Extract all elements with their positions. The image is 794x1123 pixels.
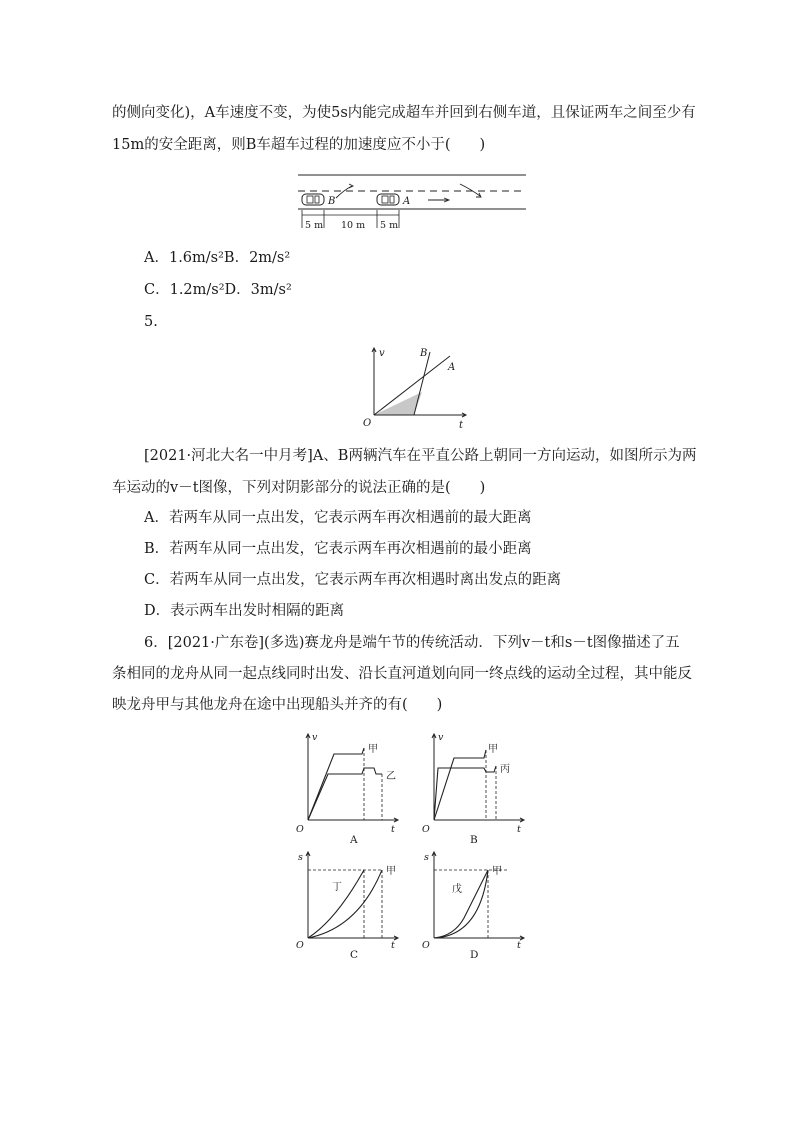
svg-text:甲: 甲 — [492, 866, 502, 877]
svg-text:t: t — [391, 824, 395, 835]
svg-text:丁: 丁 — [332, 882, 342, 893]
q4-options-line-1: A．1.6m/s²B．2m/s² — [144, 250, 291, 266]
origin-label: O — [363, 418, 372, 429]
q5-option-b: B．若两车从同一点出发，它表示两车再次相遇前的最小距离 — [144, 541, 532, 557]
graph-caption: A — [350, 834, 358, 846]
car-a-icon — [377, 194, 399, 205]
distance-label-1: 5 m — [305, 220, 324, 231]
axis-v-label: v — [379, 348, 385, 359]
distance-label-3: 5 m — [380, 220, 399, 231]
svg-text:s: s — [424, 852, 429, 863]
q5-stem-line-2: 车运动的v－t图像，下列对阴影部分的说法正确的是( ) — [112, 480, 486, 496]
q6-stem-line-3: 映龙舟甲与其他龙舟在途中出现船头并齐的有( ) — [112, 697, 443, 713]
svg-text:v: v — [312, 732, 318, 743]
q6-graph-d — [418, 848, 528, 960]
b-return-arrow — [460, 184, 480, 196]
q6-stem-line-1: 6．[2021·广东卷](多选)赛龙舟是端午节的传统活动．下列v－t和s－t图像描述了五 — [144, 635, 680, 651]
q5-graph-svg — [362, 342, 472, 430]
car-a-label: A — [403, 196, 411, 207]
svg-text:丙: 丙 — [500, 764, 510, 775]
boat-yi-line — [308, 768, 382, 820]
graph-caption: B — [470, 834, 478, 846]
graph-caption: D — [470, 949, 479, 961]
q5-option-a: A．若两车从同一点出发，它表示两车再次相遇前的最大距离 — [144, 510, 532, 526]
car-b-icon — [302, 194, 324, 205]
road-overtake-diagram — [292, 168, 532, 236]
svg-text:t: t — [391, 940, 395, 951]
distance-label-2: 10 m — [341, 220, 366, 231]
q5-option-d: D．表示两车出发时相隔的距离 — [144, 603, 345, 619]
svg-text:O: O — [422, 824, 430, 835]
graph-label-a: A — [448, 362, 456, 373]
svg-text:O: O — [296, 824, 304, 835]
svg-text:戊: 戊 — [452, 884, 462, 895]
svg-text:甲: 甲 — [386, 866, 396, 877]
q4-stem-line-1: 的侧向变化)，A车速度不变，为使5s内能完成超车并回到右侧车道，且保证两车之间至少有 — [112, 105, 696, 121]
svg-text:O: O — [296, 940, 304, 951]
boat-bing-line — [434, 766, 496, 820]
q6-stem-line-2: 条相同的龙舟从同一起点线同时出发、沿长直河道划向同一终点线的运动全过程，其中能反 — [112, 666, 692, 682]
q6-graph-c — [292, 848, 402, 960]
boat-jia-curve — [308, 870, 382, 938]
svg-text:t: t — [517, 824, 521, 835]
car-b-label: B — [328, 196, 336, 207]
line-b — [414, 352, 430, 415]
q4-options-line-2: C．1.2m/s²D．3m/s² — [144, 282, 292, 298]
q5-stem-line-1: [2021·河北大名一中月考]A、B两辆汽车在平直公路上朝同一方向运动，如图所示为两 — [144, 448, 697, 464]
svg-text:v: v — [438, 732, 444, 743]
svg-text:乙: 乙 — [386, 771, 396, 782]
graph-label-b: B — [420, 348, 428, 359]
q5-option-c: C．若两车从同一点出发，它表示两车再次相遇时离出发点的距离 — [144, 572, 562, 588]
svg-text:t: t — [517, 940, 521, 951]
axis-t-label: t — [459, 420, 464, 431]
boat-jia-curve — [434, 870, 488, 938]
svg-text:s: s — [298, 852, 303, 863]
boat-jia-line — [308, 748, 364, 820]
svg-text:甲: 甲 — [368, 744, 378, 755]
q6-graph-a — [292, 728, 402, 846]
q5-vt-graph — [362, 342, 472, 430]
q4-stem-line-2: 15m的安全距离，则B车超车过程的加速度应不小于( ) — [112, 137, 486, 153]
road-diagram-svg — [292, 168, 532, 236]
graph-caption: C — [350, 949, 359, 961]
q6-graph-b — [418, 728, 528, 846]
svg-text:甲: 甲 — [488, 744, 498, 755]
boat-jia-line — [434, 750, 486, 820]
svg-text:O: O — [422, 940, 430, 951]
q5-number: 5. — [144, 314, 158, 330]
